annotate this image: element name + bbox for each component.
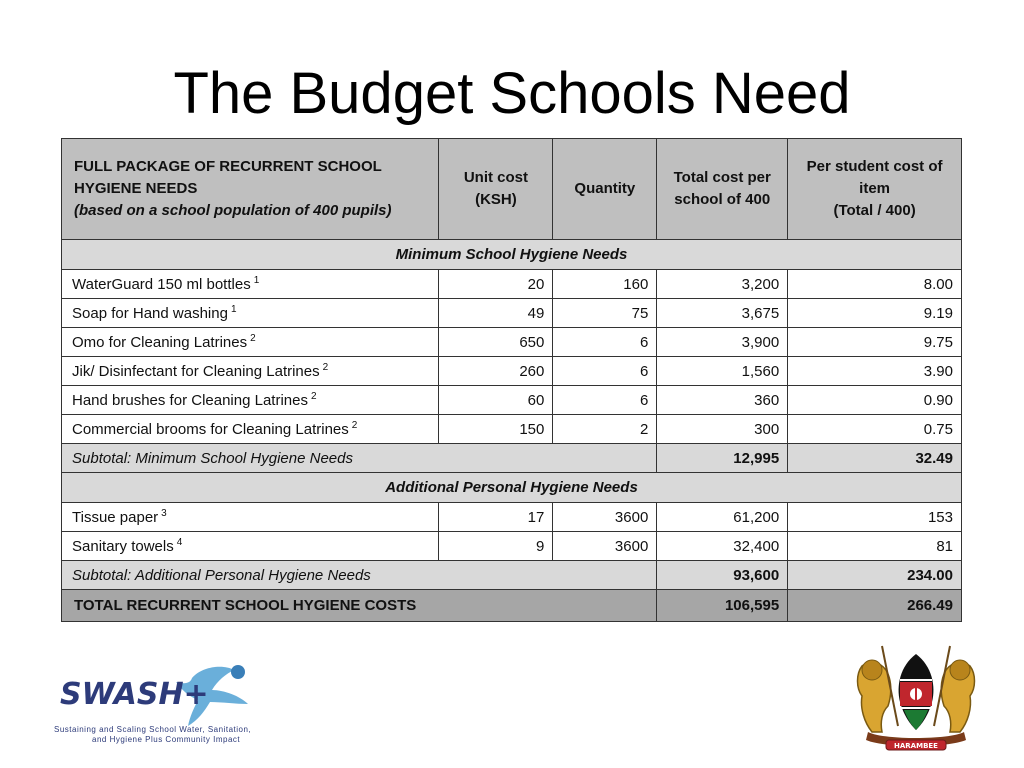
item-name: Sanitary towels xyxy=(72,538,174,555)
header-per-student xyxy=(788,139,962,240)
section-title-minimum: Minimum School Hygiene Needs xyxy=(62,240,962,270)
total-cost-cell: 1,560 xyxy=(657,357,788,386)
item-name: Jik/ Disinfectant for Cleaning Latrines xyxy=(72,363,320,380)
quantity-cell: 6 xyxy=(553,386,657,415)
section-row-minimum xyxy=(62,240,962,270)
item-name: Tissue paper xyxy=(72,509,159,526)
quantity-cell: 3600 xyxy=(553,532,657,561)
subtotal-row-minimum xyxy=(62,444,962,473)
header-item-line3: (based on a school population of 400 pupils) xyxy=(74,202,392,219)
per-student-cell: 81 xyxy=(788,532,962,561)
quantity-cell: 160 xyxy=(553,270,657,299)
header-per-line1: Per student cost of xyxy=(806,158,943,175)
subtotal-total: 12,995 xyxy=(657,444,788,473)
per-student-cell: 9.19 xyxy=(788,299,962,328)
grand-total-label: TOTAL RECURRENT SCHOOL HYGIENE COSTS xyxy=(62,590,657,622)
grand-total-row xyxy=(62,590,962,622)
swash-logo xyxy=(52,660,292,750)
kenya-coat-of-arms xyxy=(852,636,980,754)
table-header-row xyxy=(62,139,962,240)
header-total-line1: Total cost per xyxy=(673,169,771,186)
footnote-marker: 3 xyxy=(161,508,167,519)
grand-total-per-student: 266.49 xyxy=(788,590,962,622)
header-quantity xyxy=(553,139,657,240)
unit-cost-cell: 260 xyxy=(439,357,553,386)
header-total-cost xyxy=(657,139,788,240)
total-cost-cell: 3,200 xyxy=(657,270,788,299)
unit-cost-cell: 9 xyxy=(439,532,553,561)
total-cost-cell: 360 xyxy=(657,386,788,415)
per-student-cell: 0.90 xyxy=(788,386,962,415)
header-total-line2: school of 400 xyxy=(674,191,771,208)
item-cell xyxy=(62,386,439,415)
footnote-marker: 2 xyxy=(250,333,256,344)
header-item-column xyxy=(62,139,439,240)
item-name: Omo for Cleaning Latrines xyxy=(72,334,248,351)
unit-cost-cell: 49 xyxy=(439,299,553,328)
subtotal-per-student: 32.49 xyxy=(788,444,962,473)
total-cost-cell: 61,200 xyxy=(657,503,788,532)
header-quantity-label: Quantity xyxy=(574,180,636,197)
table-row xyxy=(62,386,962,415)
section-title-additional: Additional Personal Hygiene Needs xyxy=(62,473,962,503)
item-cell xyxy=(62,415,439,444)
per-student-cell: 8.00 xyxy=(788,270,962,299)
quantity-cell: 2 xyxy=(553,415,657,444)
swash-wordmark: SWASH+ xyxy=(60,677,209,712)
table-row xyxy=(62,357,962,386)
footnote-marker: 2 xyxy=(310,391,317,402)
quantity-cell: 6 xyxy=(553,328,657,357)
total-cost-cell: 3,900 xyxy=(657,328,788,357)
item-cell xyxy=(62,270,439,299)
swash-tagline-line1: Sustaining and Scaling School Water, Sanitation, xyxy=(54,725,252,734)
per-student-cell: 0.75 xyxy=(788,415,962,444)
table-row xyxy=(62,503,962,532)
subtotal-per-student: 234.00 xyxy=(788,561,962,590)
footnote-marker: 2 xyxy=(351,420,358,431)
total-cost-cell: 32,400 xyxy=(657,532,788,561)
page-title: The Budget Schools Need xyxy=(173,61,851,126)
item-cell xyxy=(62,503,439,532)
header-unit-line2: (KSH) xyxy=(475,191,517,208)
item-cell xyxy=(62,532,439,561)
unit-cost-cell: 650 xyxy=(439,328,553,357)
quantity-cell: 3600 xyxy=(553,503,657,532)
footnote-marker: 1 xyxy=(230,304,237,315)
per-student-cell: 153 xyxy=(788,503,962,532)
item-cell xyxy=(62,299,439,328)
shield-icon xyxy=(899,654,934,730)
budget-table xyxy=(61,138,962,622)
subtotal-row-additional xyxy=(62,561,962,590)
subtotal-total: 93,600 xyxy=(657,561,788,590)
unit-cost-cell: 60 xyxy=(439,386,553,415)
subtotal-label: Subtotal: Minimum School Hygiene Needs xyxy=(62,444,657,473)
table-row xyxy=(62,328,962,357)
table-row xyxy=(62,532,962,561)
unit-cost-cell: 20 xyxy=(439,270,553,299)
motto-text: HARAMBEE xyxy=(894,742,938,750)
table-row xyxy=(62,270,962,299)
header-per-line3: (Total / 400) xyxy=(833,202,916,219)
unit-cost-cell: 17 xyxy=(439,503,553,532)
item-name: Soap for Hand washing xyxy=(72,305,228,322)
header-unit-cost xyxy=(439,139,553,240)
item-cell xyxy=(62,357,439,386)
item-cell xyxy=(62,328,439,357)
footnote-marker: 2 xyxy=(322,362,329,373)
unit-cost-cell: 150 xyxy=(439,415,553,444)
item-name: Commercial brooms for Cleaning Latrines xyxy=(72,421,349,438)
header-item-line1: FULL PACKAGE OF RECURRENT SCHOOL xyxy=(74,158,382,175)
grand-total-value: 106,595 xyxy=(657,590,788,622)
table-row xyxy=(62,299,962,328)
total-cost-cell: 300 xyxy=(657,415,788,444)
section-row-additional xyxy=(62,473,962,503)
swash-tagline-line2: and Hygiene Plus Community Impact xyxy=(92,735,241,744)
left-lion-icon xyxy=(858,646,899,732)
header-per-line2: item xyxy=(859,180,890,197)
total-cost-cell: 3,675 xyxy=(657,299,788,328)
quantity-cell: 75 xyxy=(553,299,657,328)
header-unit-line1: Unit cost xyxy=(463,169,528,186)
header-item-line2: HYGIENE NEEDS xyxy=(74,180,198,197)
subtotal-label: Subtotal: Additional Personal Hygiene Needs xyxy=(62,561,657,590)
quantity-cell: 6 xyxy=(553,357,657,386)
per-student-cell: 9.75 xyxy=(788,328,962,357)
item-name: Hand brushes for Cleaning Latrines xyxy=(72,392,308,409)
table-row xyxy=(62,415,962,444)
item-name: WaterGuard 150 ml bottles xyxy=(72,276,251,293)
right-lion-icon xyxy=(934,646,975,732)
footnote-marker: 4 xyxy=(176,537,183,548)
footnote-marker: 1 xyxy=(253,275,260,286)
per-student-cell: 3.90 xyxy=(788,357,962,386)
